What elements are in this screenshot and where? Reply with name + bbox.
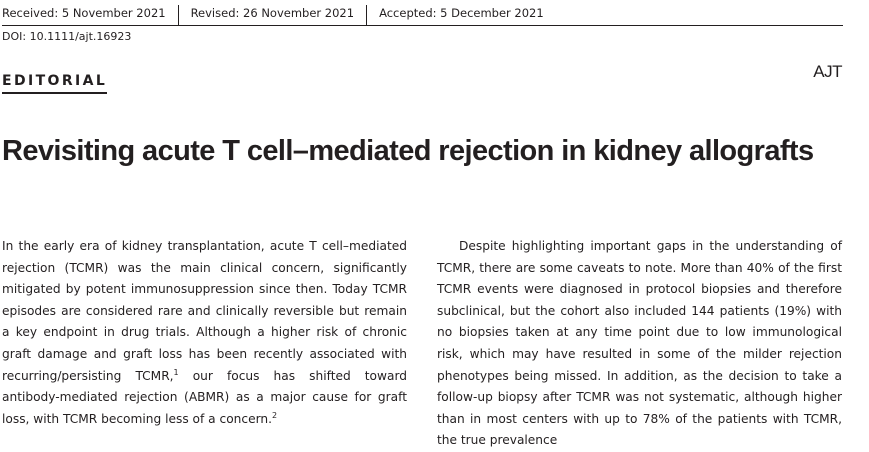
article-history: [2, 5, 843, 26]
left-column: [2, 236, 407, 430]
journal-logo: AJT: [813, 62, 842, 81]
accepted-date: Accepted: 5 December 2021: [379, 6, 544, 20]
section-label: EDITORIAL: [2, 73, 107, 94]
doi: DOI: 10.1111/ajt.16923: [2, 30, 132, 43]
citation-ref[interactable]: 1: [173, 367, 179, 377]
paragraph: Despite highlighting important gaps in the understanding of TCMR, there are some caveats to note. More than 40% of the first TCMR events were diagnosed in protocol biopsies and therefore subclinical, but the cohort also included 144 patients (19%) with no biopsies taken at any time point due to low immunological risk, which may have resulted in some of the milder rejection phenotypes being missed. In addition, as the decision to take a follow-up biopsy after TCMR was not systematic, although higher than in most centers with up to 78% of the patients with TCMR, the true prevalence: [437, 239, 842, 448]
paragraph: [2, 236, 407, 430]
article-title: Revisiting acute T cell–mediated rejection in kidney allografts: [2, 135, 814, 167]
citation-ref[interactable]: 2: [272, 410, 278, 420]
paragraph-text: In the early era of kidney transplantation, acute T cell–mediated rejection (TCMR) was the main clinical concern, significantly mitigated by potent immunosuppression since then. Today TCMR episodes are considered rare and clinically reversible but remain a key endpoint in drug trials. Although a higher risk of chronic graft damage and graft loss has been recently associated with recurring/persisting TCMR,: [2, 239, 407, 383]
received-date: Received: 5 November 2021: [2, 5, 179, 25]
right-column: [437, 236, 842, 452]
revised-date: Revised: 26 November 2021: [179, 5, 367, 25]
paragraph-text: our focus has shifted toward antibody-mediated rejection (ABMR) as a major cause for graft loss, with TCMR becoming less of a concern.: [2, 368, 407, 426]
